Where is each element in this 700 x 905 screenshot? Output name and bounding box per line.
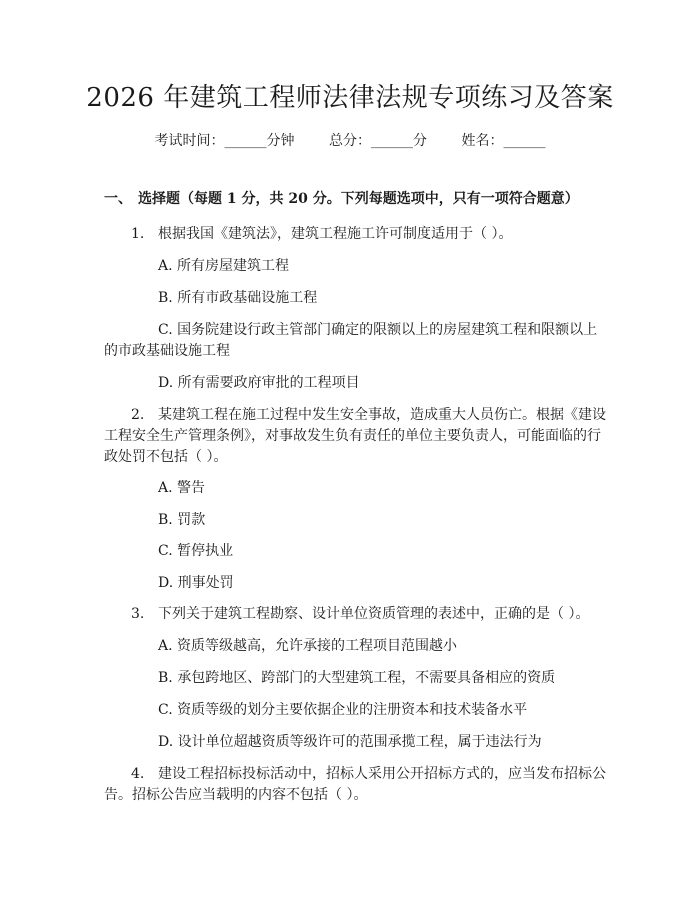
question-3-stem	[131, 604, 589, 624]
question-2-option-d: D. 刑事处罚	[158, 575, 234, 591]
question-number: 3.	[131, 606, 145, 622]
question-text: 根据我国《建筑法》，建筑工程施工许可制度适用于（ ）。	[158, 226, 513, 242]
question-2-stem-line-3: 政处罚不包括（ ）。	[104, 449, 228, 465]
section-heading	[104, 189, 624, 209]
question-3-option-a: A. 资质等级越高，允许承接的工程项目范围越小	[158, 638, 458, 654]
question-2-stem-line-2: 工程安全生产管理条例》，对事故发生负有责任的单位主要负责人，可能面临的行	[104, 428, 601, 444]
exam-time-field: 考试时间：______分钟	[154, 133, 295, 149]
question-number: 4.	[131, 766, 145, 782]
question-1-option-c-continued: 的市政基础设施工程	[104, 343, 230, 359]
question-text: 建设工程招标投标活动中，招标人采用公开招标方式的，应当发布招标公	[158, 766, 606, 782]
question-1-option-a: A. 所有房屋建筑工程	[158, 258, 290, 274]
question-1-option-b: B. 所有市政基础设施工程	[158, 290, 318, 306]
question-2-option-a: A. 警告	[158, 480, 206, 496]
question-4-stem-line-2: 告。招标公告应当载明的内容不包括（ ）。	[104, 787, 368, 803]
question-2-option-c: C. 暂停执业	[158, 543, 234, 559]
question-number: 2.	[131, 407, 145, 423]
question-number: 1.	[131, 226, 145, 242]
name-field: 姓名：______	[461, 133, 546, 149]
question-2-stem	[131, 405, 606, 425]
section-text: 选择题（每题 1 分，共 20 分。下列每题选项中，只有一项符合题意）	[138, 191, 579, 207]
question-1-option-d: D. 所有需要政府审批的工程项目	[158, 375, 360, 391]
total-score-field: 总分：______分	[329, 133, 427, 149]
question-3-option-d: D. 设计单位超越资质等级许可的范围承揽工程，属于违法行为	[158, 734, 542, 750]
exam-meta	[0, 131, 700, 151]
question-1-option-c: C. 国务院建设行政主管部门确定的限额以上的房屋建筑工程和限额以上	[158, 322, 598, 338]
question-2-option-b: B. 罚款	[158, 512, 206, 528]
question-4-stem	[131, 764, 606, 784]
question-3-option-b: B. 承包跨地区、跨部门的大型建筑工程，不需要具备相应的资质	[158, 670, 556, 686]
section-number: 一、	[104, 191, 132, 207]
question-1-stem	[131, 224, 512, 244]
question-3-option-c: C. 资质等级的划分主要依据企业的注册资本和技术装备水平	[158, 702, 528, 718]
document-title: 2026 年建筑工程师法律法规专项练习及答案	[86, 83, 614, 113]
question-text: 下列关于建筑工程勘察、设计单位资质管理的表述中，正确的是（ ）。	[158, 606, 590, 622]
question-text: 某建筑工程在施工过程中发生安全事故，造成重大人员伤亡。根据《建设	[158, 407, 606, 423]
